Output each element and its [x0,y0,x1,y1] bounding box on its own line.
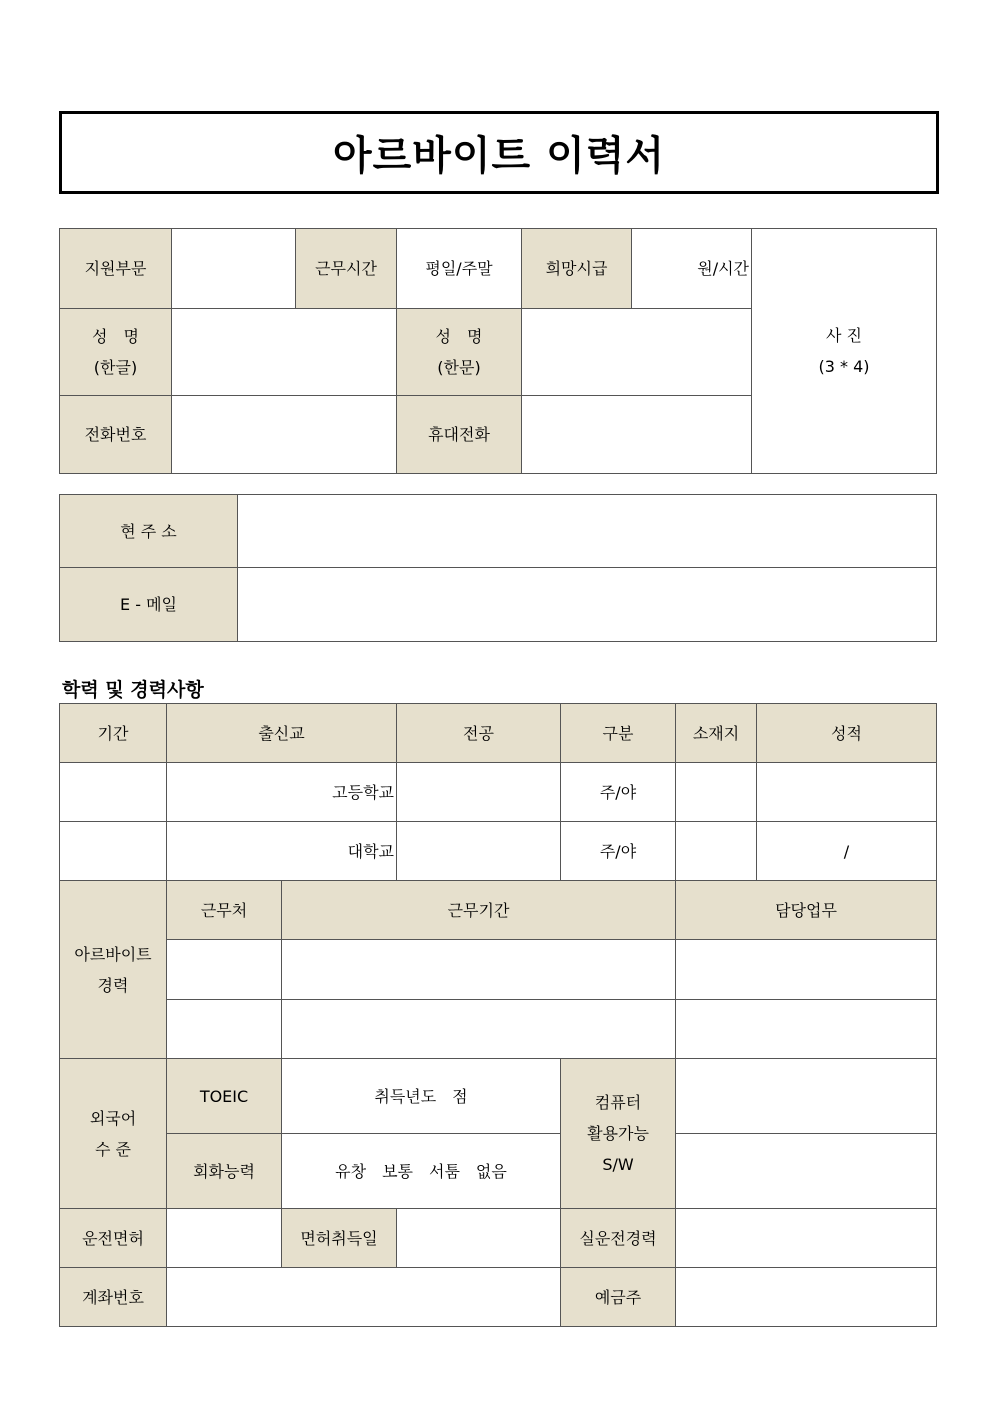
name-hanja-label-line1: 성 명 [435,327,483,346]
name-hanja-label-line2: (한문) [437,358,481,377]
account-number-field[interactable] [167,1268,561,1327]
address-label: 현 주 소 [60,495,238,568]
history-table [59,703,937,1327]
email-field[interactable] [238,568,937,642]
photo-label: 사 진 [826,326,862,345]
computer-field-2[interactable] [676,1134,937,1209]
phone-field[interactable] [172,396,397,474]
account-holder-field[interactable] [676,1268,937,1327]
computer-label [561,1059,676,1209]
account-holder-label: 예금주 [561,1268,676,1327]
basic-info-table [59,228,937,474]
career-duty-field-2[interactable] [676,1000,937,1059]
name-hanja-label [397,309,522,396]
work-time-label: 근무시간 [296,229,397,309]
computer-label-line2: 활용가능 [587,1124,649,1143]
conversation-field[interactable]: 유창 보통 서툼 없음 [282,1134,561,1209]
name-hanja-field[interactable] [522,309,752,396]
driver-license-label: 운전면허 [60,1209,167,1268]
photo-size: (3 * 4) [818,357,870,376]
title-box [59,111,939,194]
uni-period-field[interactable] [60,822,167,881]
name-korean-label-line2: (한글) [93,358,138,377]
apply-dept-field[interactable] [172,229,296,309]
career-label-line2: 경력 [97,975,129,995]
computer-field-1[interactable] [676,1059,937,1134]
license-date-label: 면허취득일 [282,1209,397,1268]
address-table [59,494,937,642]
lang-label [60,1059,167,1209]
name-korean-label [60,309,172,396]
hs-major-field[interactable] [397,763,561,822]
career-duty-field-1[interactable] [676,940,937,1000]
uni-major-field[interactable] [397,822,561,881]
edu-header-school: 출신교 [167,704,397,763]
wage-label: 희망시급 [522,229,632,309]
driver-license-field[interactable] [167,1209,282,1268]
hs-period-field[interactable] [60,763,167,822]
hs-location-field[interactable] [676,763,757,822]
driving-experience-label: 실운전경력 [561,1209,676,1268]
career-workplace-header: 근무처 [167,881,282,940]
work-time-field[interactable]: 평일/주말 [397,229,522,309]
edu-header-location: 소재지 [676,704,757,763]
wage-field[interactable]: 원/시간 [632,229,752,309]
career-label [60,881,167,1059]
license-date-field[interactable] [397,1209,561,1268]
uni-school-field[interactable]: 대학교 [167,822,397,881]
career-duty-header: 담당업무 [676,881,937,940]
apply-dept-label: 지원부문 [60,229,172,309]
computer-label-line3: S/W [602,1155,634,1174]
hs-school-field[interactable]: 고등학교 [167,763,397,822]
hs-grade-field[interactable] [757,763,937,822]
email-label: E - 메일 [60,568,238,642]
phone-label: 전화번호 [60,396,172,474]
edu-header-period: 기간 [60,704,167,763]
edu-header-grade: 성적 [757,704,937,763]
career-workplace-field-1[interactable] [167,940,282,1000]
mobile-field[interactable] [522,396,752,474]
account-number-label: 계좌번호 [60,1268,167,1327]
career-period-header: 근무기간 [282,881,676,940]
lang-label-line2: 수 준 [95,1139,131,1159]
address-field[interactable] [238,495,937,568]
lang-label-line1: 외국어 [89,1108,137,1128]
uni-location-field[interactable] [676,822,757,881]
conversation-label: 회화능력 [167,1134,282,1209]
name-korean-label-line1: 성 명 [92,327,139,346]
career-workplace-field-2[interactable] [167,1000,282,1059]
page-title: 아르바이트 이력서 [332,133,666,179]
mobile-label: 휴대전화 [397,396,522,474]
edu-section-title: 학력 및 경력사항 [62,679,204,701]
career-label-line1: 아르바이트 [74,944,152,964]
computer-label-line1: 컴퓨터 [594,1093,642,1112]
toeic-label: TOEIC [167,1059,282,1134]
career-period-field-2[interactable] [282,1000,676,1059]
toeic-field[interactable]: 취득년도 점 [282,1059,561,1134]
driving-experience-field[interactable] [676,1209,937,1268]
career-period-field-1[interactable] [282,940,676,1000]
photo-box[interactable] [752,229,937,474]
uni-type-field[interactable]: 주/야 [561,822,676,881]
edu-header-major: 전공 [397,704,561,763]
name-korean-field[interactable] [172,309,397,396]
uni-grade-field[interactable]: / [757,822,937,881]
edu-header-type: 구분 [561,704,676,763]
hs-type-field[interactable]: 주/야 [561,763,676,822]
